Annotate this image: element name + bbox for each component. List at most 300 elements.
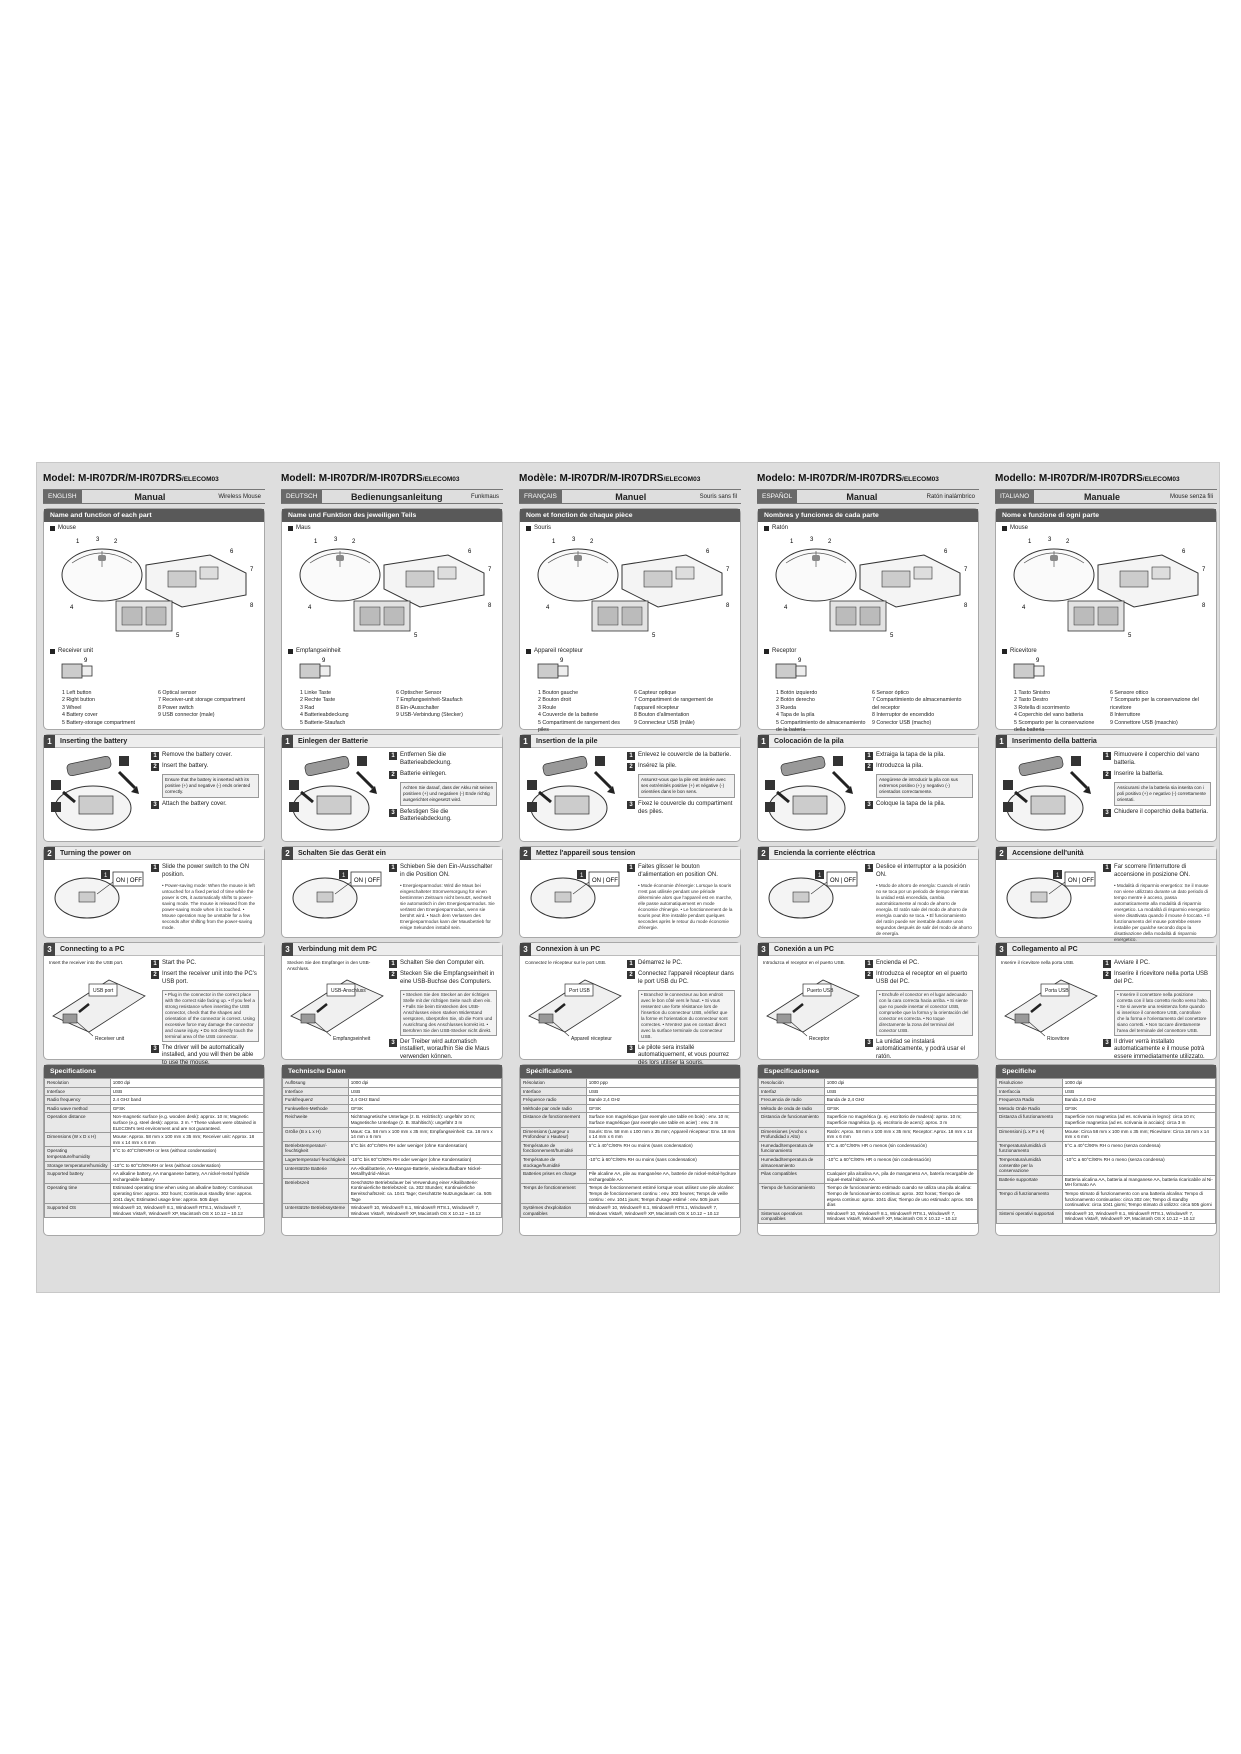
spec-key: Dimensiones (Ancho x Profundidad x Alto) — [759, 1127, 825, 1141]
svg-text:8: 8 — [1202, 603, 1206, 609]
spec-key: Größe (B x L x H) — [283, 1127, 349, 1141]
spec-table — [996, 1078, 1216, 1224]
spec-row — [997, 1113, 1216, 1127]
spec-value: -10°C a 60°C/90% RH o meno (senza condensa) — [1062, 1155, 1215, 1175]
connect-notes: • Plug in the connector in the correct place with the correct side facing up. • If you feel a strong resistance when inserting the USB connector, check that the shapes and orientation of the connector is correct. Using excessive force may damage the connector and cause injury. • Do not directly touch the terminal area of the USB connector. — [162, 990, 259, 1042]
spec-key: Batterie supportate — [997, 1175, 1063, 1189]
connect-notes: • Branchez le connecteur au bon endroit avec le bon côté vers le haut. • Si vous ressentez une forte résistance lors de l'insertion du connecteur USB, vérifiez que la forme et l'orientation du connecteur sont correctes. • N'entrez pas en contact direct avec la surface terminale du connecteur USB. — [638, 990, 735, 1042]
mouse-illustration — [1002, 533, 1210, 643]
part-item: 2 Rechte Taste — [300, 697, 336, 704]
svg-text:1: 1 — [1056, 873, 1060, 879]
spec-row — [283, 1155, 502, 1164]
receiver-illustration — [764, 656, 972, 686]
section-number: 2 — [758, 847, 769, 860]
spec-heading: Specifications — [44, 1065, 264, 1078]
spec-value: 5°C à 40°C/90% RH ou moins (sans condensation) — [586, 1141, 739, 1155]
spec-row — [45, 1133, 264, 1147]
battery-steps: 1 Enlevez le couvercle de la batterie. 2 Insérez la pile. Assurez-vous que la pile est insérée avec ses extrémités positive (+) et négative (-) orientées dans le bon sens. 3 Fixez le couvercle du compartiment des piles. — [627, 752, 735, 843]
svg-text:7: 7 — [488, 567, 492, 573]
svg-text:7: 7 — [250, 567, 254, 573]
part-item: 7 Empfangseinheit-Staufach — [396, 697, 463, 704]
svg-text:5: 5 — [414, 633, 418, 639]
section-title: Connexion à un PC — [536, 945, 601, 953]
parts-heading: Nom et fonction de chaque pièce — [520, 509, 740, 522]
part-item: 1 Linke Taste — [300, 690, 332, 696]
battery-steps: 1 Extraiga la tapa de la pila. 2 Introduzca la pila. Asegúrese de introducir la pila con sus extremos positivo (+) y negativo (-) orientados correctamente. 3 Coloque la tapa de la pila. — [865, 752, 973, 843]
spec-key: Interfaccia — [997, 1087, 1063, 1096]
part-item: 6 Optischer Sensor — [396, 690, 442, 696]
battery-illustration — [49, 752, 147, 843]
part-item: 3 Wheel — [62, 704, 82, 711]
parts-list-right — [634, 690, 730, 734]
spec-key: Interface — [45, 1087, 111, 1096]
spec-key: Supported battery — [45, 1170, 111, 1184]
spec-row — [997, 1127, 1216, 1141]
svg-text:3: 3 — [96, 537, 100, 543]
spec-key: Auflösung — [283, 1079, 349, 1088]
manual-title: Bedienungsanleitung — [350, 491, 443, 502]
svg-text:9: 9 — [322, 658, 326, 664]
parts-panel — [43, 508, 265, 730]
spec-row — [521, 1127, 740, 1141]
part-item: 5 Batterie-Staufach — [300, 719, 346, 726]
spec-key: Méthode par onde radio — [521, 1104, 587, 1113]
step-text: Deslice el interruptor a la posición ON. — [876, 864, 967, 878]
spec-table — [758, 1078, 978, 1224]
language-label: DEUTSCH — [281, 490, 322, 503]
mouse-label: Souris — [520, 522, 740, 531]
step-text: Fixez le couvercle du compartiment des piles. — [638, 801, 733, 815]
language-column-english — [43, 473, 265, 1284]
step-text: Befestigen Sie die Batterieabdeckung. — [400, 808, 452, 823]
spec-key: Interface — [283, 1087, 349, 1096]
part-item: 8 Bouton d'alimentation — [634, 712, 690, 719]
spec-value: Windows® 10, Windows® 8.1, Windows® RT8.1, Windows® 7, Windows Vista®, Windows® XP, Macintosh OS X 10.12 ~ 10.12 — [824, 1209, 977, 1223]
spec-key: Frequenza Radio — [997, 1096, 1063, 1105]
part-item: 4 Battery cover — [62, 712, 98, 719]
receiver-callout: Appareil récepteur — [571, 1036, 612, 1042]
battery-section — [281, 734, 503, 842]
receiver-illustration — [50, 656, 258, 686]
parts-list-left — [1014, 690, 1110, 734]
spec-row — [759, 1209, 978, 1223]
spec-row — [283, 1127, 502, 1141]
part-item: 9 Connecteur USB (mâle) — [634, 719, 695, 726]
spec-value: 5°C bis 40°C/90% RH oder weniger (ohne Kondensation) — [348, 1141, 501, 1155]
usb-port-label: USB-Anschluss — [331, 988, 366, 994]
spec-row — [283, 1104, 502, 1113]
spec-key: Radio wave method — [45, 1104, 111, 1113]
spec-row — [997, 1189, 1216, 1209]
spec-key: Método de onda de radio — [759, 1104, 825, 1113]
spec-key: Reichweite — [283, 1113, 349, 1127]
mouse-illustration — [526, 533, 734, 643]
battery-section — [757, 734, 979, 842]
spec-row — [45, 1204, 264, 1218]
part-item: 6 Sensor óptico — [872, 690, 909, 696]
step-text: Encienda el PC. — [876, 960, 920, 966]
part-item: 1 Left button — [62, 690, 92, 696]
spec-key: Risoluzione — [997, 1079, 1063, 1088]
parts-list — [520, 688, 740, 738]
step-text: Entfernen Sie die Batterieabdeckung. — [400, 752, 452, 766]
spec-key: Température de fonctionnement/humidité — [521, 1141, 587, 1155]
power-section — [43, 846, 265, 938]
step-text: Rimuovere il coperchio del vano batteria. — [1114, 752, 1200, 766]
power-switch-illustration — [763, 864, 861, 940]
usb-port-label: Port USB — [569, 988, 590, 994]
part-item: 5 Scomparto per la conservazione della batteria — [1014, 719, 1095, 734]
mouse-illustration — [50, 533, 258, 643]
step-text: Der Treiber wird automatisch installiert, woraufhin Sie die Maus verwenden können. — [400, 1038, 490, 1061]
svg-text:6: 6 — [230, 549, 234, 555]
section-title: Verbindung mit dem PC — [298, 945, 377, 953]
part-item: 2 Bouton droit — [538, 697, 571, 704]
connect-section — [43, 942, 265, 1060]
part-item: 9 Conector USB (macho) — [872, 719, 932, 726]
receiver-label: Receiver unit — [44, 645, 264, 654]
spec-row — [283, 1079, 502, 1088]
spec-value: Non-magnetic surface (e.g. wooden desk): approx. 10 m; Magnetic surface (e.g. steel desk): approx. 3 m. * These values were obtained in ELECOM's test environment and are not guaranteed. — [110, 1113, 263, 1133]
power-section — [281, 846, 503, 938]
power-steps: 1 Far scorrere l'interruttore di accensione in posizione ON. • Modalità di risparmio energetico: Se il mouse non viene utilizzato durante un dato periodo di tempo mentre è acceso, passa automaticamente alla modalità di risparmio energetico. La modalità di risparmio energetico viene disattivata quando il mouse è toccato. • Il funzionamento del mouse potrebbe essere instabile per qualche secondo dopo la disattivazione della modalità di risparmio energetico. — [1103, 864, 1211, 946]
spec-value: 1000 dpi — [110, 1079, 263, 1088]
step-text: Far scorrere l'interruttore di accensione in posizione ON. — [1114, 864, 1191, 878]
part-item: 4 Couvercle de la batterie — [538, 712, 599, 719]
spec-row — [759, 1170, 978, 1184]
spec-row — [283, 1178, 502, 1203]
spec-value: USB — [1062, 1087, 1215, 1096]
usb-caption: Connectez le récepteur sur le port USB. — [525, 960, 607, 965]
manual-sheet — [36, 462, 1220, 1293]
spec-value: GFSK — [348, 1104, 501, 1113]
spec-section — [519, 1064, 741, 1236]
step-text: Inserire il ricevitore nella porta USB del PC. — [1114, 971, 1209, 985]
svg-text:5: 5 — [652, 633, 656, 639]
step-text: Stecken Sie die Empfangseinheit in eine USB-Buchse des Computers. — [400, 971, 495, 985]
spec-key: Unterstützte Betriebssysteme — [283, 1204, 349, 1218]
spec-value: Surface non magnétique (par exemple une table en bois) : env. 10 m; Surface magnétique (par exemple une table en acier) : env. 3 m — [586, 1113, 739, 1127]
usb-port-label: Puerto USB — [807, 988, 834, 994]
section-number: 3 — [520, 943, 531, 956]
spec-key: Operation distance — [45, 1113, 111, 1133]
section-title: Inserting the battery — [60, 737, 128, 745]
section-title: Schalten Sie das Gerät ein — [298, 849, 386, 857]
spec-value: Superficie non magnetica (ad es. scrivania in legno): circa 10 m; Superficie magnetica (ad es. scrivania in acciaio): circa 3 m — [1062, 1113, 1215, 1127]
title-bar — [281, 489, 503, 504]
battery-section — [43, 734, 265, 842]
power-notes: • Energiesparmodus: Wird die Maus bei eingeschalteter Stromversorgung für einen bestimmten Zeitraum nicht benutzt, wechselt sie automatisch in den Energiesparmodus. Sie verlässt den Energiesparmodus, wenn sie berührt wird. • Nach dem Verlassen des Energiesparmodus kann der Mausbetrieb für einige Sekunden instabil sein. — [400, 882, 495, 930]
spec-row — [759, 1141, 978, 1155]
spec-value: Tiempo de funcionamiento estimado cuando se utiliza una pila alcalina: Tiempo de funcionamiento continuo: aprox. 302 horas; Tiempo de espera continuo: aprox. 1041 días; Tiempo de uso estimado: aprox. 505 días — [824, 1184, 977, 1209]
usb-caption: Inserire il ricevitore nella porta USB. — [1001, 960, 1075, 965]
connect-section — [995, 942, 1217, 1060]
parts-heading: Name und Funktion des jeweiligen Teils — [282, 509, 502, 522]
part-item: 7 Compartiment de rangement de l'appareil récepteur — [634, 697, 714, 711]
section-number: 2 — [520, 847, 531, 860]
spec-value: -10°C à 60°C/90% RH ou moins (sans condensation) — [586, 1155, 739, 1169]
step-text: Chiudere il coperchio della batteria. — [1114, 808, 1209, 815]
language-column-deutsch — [281, 473, 503, 1284]
spec-row — [997, 1155, 1216, 1175]
spec-value: Windows® 10, Windows® 8.1, Windows® RT8.1, Windows® 7, Windows Vista®, Windows® XP, Macintosh OS X 10.12 ~ 10.12 — [586, 1204, 739, 1218]
section-title: Connecting to a PC — [60, 945, 125, 953]
step-text: Coloque la tapa de la pila. — [876, 801, 946, 807]
part-item: 1 Bouton gauche — [538, 690, 579, 696]
usb-illustration — [763, 960, 861, 1065]
svg-text:5: 5 — [890, 633, 894, 639]
step-text: Inserire la batteria. — [1114, 770, 1164, 777]
product-name: Mouse senza fili — [1169, 493, 1213, 500]
parts-heading: Nombres y funciones de cada parte — [758, 509, 978, 522]
part-item: 9 Connettore USB (maschio) — [1110, 719, 1178, 726]
spec-row — [521, 1184, 740, 1204]
part-item: 8 Power switch — [158, 704, 194, 711]
spec-key: Distancia de funcionamiento — [759, 1113, 825, 1127]
mouse-label: Mouse — [996, 522, 1216, 531]
spec-heading: Specifiche — [996, 1065, 1216, 1078]
spec-value: 5°C to 40°C/90%RH or less (without condensation) — [110, 1147, 263, 1161]
section-title: Encienda la corriente eléctrica — [774, 849, 876, 857]
step-text: Attach the battery cover. — [162, 801, 227, 807]
spec-value: Windows® 10, Windows® 8.1, Windows® RT8.1, Windows® 7, Windows Vista®, Windows® XP, Macintosh OS X 10.12 ~ 10.12 — [1062, 1209, 1215, 1223]
spec-row — [283, 1204, 502, 1218]
part-item: 8 Interruttore — [1110, 712, 1141, 719]
receiver-callout: Ricevitore — [1047, 1036, 1070, 1042]
svg-text:3: 3 — [1048, 537, 1052, 543]
usb-illustration — [1001, 960, 1099, 1065]
svg-text:1: 1 — [790, 539, 794, 545]
svg-text:8: 8 — [726, 603, 730, 609]
parts-heading: Name and function of each part — [44, 509, 264, 522]
spec-value: Nichtmagnetische Unterlage (z. B. Holztisch): ungefähr 10 m; Magnetische Unterlage (z. B. Stahltisch): ungefähr 3 m — [348, 1113, 501, 1127]
battery-note: Ensure that the battery is inserted with its positive (+) and negative (-) ends oriented correctly. — [162, 774, 259, 798]
product-name: Wireless Mouse — [218, 493, 261, 500]
usb-illustration — [49, 960, 147, 1071]
battery-section — [519, 734, 741, 842]
spec-row — [759, 1127, 978, 1141]
mouse-illustration — [288, 533, 496, 643]
svg-text:4: 4 — [784, 605, 788, 611]
spec-row — [521, 1155, 740, 1169]
svg-text:2: 2 — [114, 539, 118, 545]
svg-text:1: 1 — [1028, 539, 1032, 545]
mouse-label: Ratón — [758, 522, 978, 531]
spec-value: 5°C a 40°C/90% RH o meno (senza condensa) — [1062, 1141, 1215, 1155]
svg-text:2: 2 — [352, 539, 356, 545]
connect-steps: 1 Avviare il PC. 2 Inserire il ricevitore nella porta USB del PC. • Inserire il connettore nella posizione corretta con il lato corretto rivolto verso l'alto. • Se si avverte una resistenza forte quando si inserisce il connettore USB, controllare che la forma e l'orientamento del connettore siano corretti. • Non toccare direttamente l'area del terminale del connettore USB. 3 Il driver verrà installato automaticamente e il mouse potrà essere immediatamente utilizzato. — [1103, 960, 1211, 1065]
spec-key: Tempo di funzionamento — [997, 1189, 1063, 1209]
spec-heading: Especificaciones — [758, 1065, 978, 1078]
spec-value: Banda 2,4 GHz — [1062, 1096, 1215, 1105]
usb-illustration — [525, 960, 623, 1071]
spec-key: Fréquence radio — [521, 1096, 587, 1105]
receiver-callout: Empfangseinheit — [333, 1036, 371, 1042]
receiver-label: Ricevitore — [996, 645, 1216, 654]
spec-row — [759, 1087, 978, 1096]
spec-value: AA-Alkalibatterie, AA-Mangan-Batterie, wiederaufladbare Nickel-Metallhydrid-Akkus — [348, 1164, 501, 1178]
svg-text:9: 9 — [560, 658, 564, 664]
power-section — [995, 846, 1217, 942]
usb-caption: Stecken Sie den Empfänger in den USB-Anschluss. — [287, 960, 371, 971]
spec-key: Distance de fonctionnement — [521, 1113, 587, 1127]
battery-section — [995, 734, 1217, 842]
spec-row — [521, 1104, 740, 1113]
language-label: ITALIANO — [995, 490, 1034, 503]
spec-value: GFSK — [586, 1104, 739, 1113]
svg-text:1: 1 — [818, 873, 822, 879]
svg-text:2: 2 — [590, 539, 594, 545]
battery-note: Assicurarsi che la batteria sia inserita con i poli positivo (+) e negativo (-) correttamente orientati. — [1114, 782, 1211, 806]
svg-text:4: 4 — [70, 605, 74, 611]
spec-table — [282, 1078, 502, 1218]
battery-steps: 1 Entfernen Sie die Batterieabdeckung. 2 Batterie einlegen. Achten Sie darauf, dass der Akku mit seinen positiven (+) und negativen (-) Ende richtig ausgerichtet eingesetzt wird. 3 Befestigen Sie die Batterieabdeckung. — [389, 752, 497, 843]
spec-row — [997, 1079, 1216, 1088]
spec-value: Cualquier pila alcalina AA, pila de manganeso AA, batería recargable de níquel-metal hidruro AA — [824, 1170, 977, 1184]
spec-value: -10°C a 60°C/90% HR o menos (sin condensación) — [824, 1155, 977, 1169]
spec-value: Tempo stimato di funzionamento con una batteria alcalina: Tempo di funzionamento continuativo: circa 302 ore; Tempo di standby continuativo: circa 1041 giorni; Tempo stimato di utilizzo: circa 505 giorni — [1062, 1189, 1215, 1209]
spec-row — [283, 1141, 502, 1155]
spec-value: 2,4 GHz Band — [348, 1096, 501, 1105]
part-item: 3 Rueda — [776, 704, 797, 711]
spec-key: Lagertemperatur/-feuchtigkeit — [283, 1155, 349, 1164]
spec-key: Température de stockage/humidité — [521, 1155, 587, 1169]
svg-text:ON | OFF: ON | OFF — [830, 878, 856, 884]
spec-section — [43, 1064, 265, 1236]
spec-row — [759, 1113, 978, 1127]
spec-value: GFSK — [1062, 1104, 1215, 1113]
usb-port-label: USB port — [93, 988, 114, 994]
connect-notes: • Inserire il connettore nella posizione corretta con il lato corretto rivolto verso l'alto. • Se si avverte una resistenza forte quando si inserisce il connettore USB, controllare che la forma e l'orientamento del connettore siano corretti. • Non toccare direttamente l'area del terminale del connettore USB. — [1114, 990, 1211, 1036]
step-text: The driver will be automatically installed, and you will then be able — [162, 1044, 254, 1059]
spec-heading: Spécifications — [520, 1065, 740, 1078]
spec-row — [521, 1096, 740, 1105]
spec-value: Mouse: Circa 58 mm x 100 mm x 35 mm; Ricevitore: Circa 18 mm x 14 mm x 6 mm — [1062, 1127, 1215, 1141]
part-item: 5 Compartiment de rangement des piles — [538, 719, 620, 734]
manual-title: Manual — [134, 491, 166, 502]
spec-value: Estimated operating time when using an alkaline battery: Continuous operating time: approx. 302 hours; Continuous standby time: approx. 1041 days; Estimated usage time: approx. 505 days — [110, 1184, 263, 1204]
step-text: Insert the receiver unit into the PC's USB port. — [162, 971, 257, 985]
spec-row — [45, 1079, 264, 1088]
parts-list — [282, 688, 502, 731]
step-text: Introduzca el receptor en el puerto USB del PC. — [876, 971, 968, 985]
spec-key: Supported OS — [45, 1204, 111, 1218]
spec-row — [997, 1104, 1216, 1113]
svg-text:1: 1 — [342, 873, 346, 879]
spec-value: USB — [348, 1087, 501, 1096]
spec-value: 1000 dpi — [824, 1079, 977, 1088]
receiver-illustration — [1002, 656, 1210, 686]
model-heading: Modèle: M-IR07DR/M-IR07DRS/ELECOM03 — [519, 473, 701, 484]
svg-text:1: 1 — [76, 539, 80, 545]
section-number: 2 — [282, 847, 293, 860]
connect-steps: 1 Démarrez le PC. 2 Connectez l'appareil récepteur dans le port USB du PC. • Branchez le connecteur au bon endroit avec le bon côté vers le haut. • Si vous ressentez une forte résistance lors de l'insertion du connecteur USB, vérifiez que la forme et l'orientation du connecteur sont correctes. • N'entrez pas en contact direct avec la surface terminale du connecteur USB. 3 Le pilote sera installé automatiquement, et vous pourrez — [627, 960, 735, 1071]
parts-list-right — [872, 690, 968, 734]
svg-text:6: 6 — [706, 549, 710, 555]
usb-caption: Introduzca el receptor en el puerto USB. — [763, 960, 845, 965]
step-text: Start the PC. — [162, 960, 197, 966]
section-title: Einlegen der Batterie — [298, 737, 369, 745]
battery-steps: 1 Remove the battery cover. 2 Insert the battery. Ensure that the battery is inserted with its positive (+) and negative (-) ends oriented correctly. 3 Attach the battery cover. — [151, 752, 259, 843]
spec-row — [45, 1113, 264, 1133]
spec-row — [997, 1096, 1216, 1105]
parts-list-left — [300, 690, 396, 727]
svg-text:9: 9 — [798, 658, 802, 664]
part-item: 1 Tasto Sinistro — [1014, 690, 1051, 696]
spec-value: 1000 dpi — [348, 1079, 501, 1088]
spec-value: Pile alcaline AA, pile au manganèse AA, batterie de nickel-métal-hydrure rechargeable AA — [586, 1170, 739, 1184]
section-title: Collegamento al PC — [1012, 945, 1078, 953]
spec-key: Batteries prises en charge — [521, 1170, 587, 1184]
model-heading: Modelo: M-IR07DR/M-IR07DRS/ELECOM03 — [757, 473, 939, 484]
spec-row — [997, 1141, 1216, 1155]
battery-note: Achten Sie darauf, dass der Akku mit seinen positiven (+) und negativen (-) Ende richtig ausgerichtet eingesetzt wird. — [400, 782, 497, 806]
svg-text:4: 4 — [308, 605, 312, 611]
part-item: 2 Botón derecho — [776, 697, 815, 704]
spec-row — [283, 1113, 502, 1127]
svg-text:2: 2 — [1066, 539, 1070, 545]
parts-list-right — [1110, 690, 1206, 734]
step-text: Schalten Sie den Computer ein. — [400, 960, 485, 966]
receiver-callout: Receiver unit — [95, 1036, 125, 1042]
manual-title: Manuel — [615, 491, 647, 502]
connect-notes: • Stecken Sie den Stecker an der richtigen Stelle mit der richtigen Seite nach oben ein. • Falls Sie beim Einstecken des USB-Anschlusses einen starken Widerstand verspüren, überprüfen Sie, ob die Form und Ausrichtung des Anschlusses korrekt ist. • Berühren Sie den USB-Stecker nicht direkt. — [400, 990, 497, 1036]
parts-list-left — [776, 690, 872, 734]
svg-text:8: 8 — [250, 603, 254, 609]
usb-port-label: Porta USB — [1045, 988, 1069, 994]
section-number: 1 — [282, 735, 293, 748]
receiver-label: Empfangseinheit — [282, 645, 502, 654]
step-text: Avviare il PC. — [1114, 960, 1150, 966]
power-steps: 1 Slide the power switch to the ON position. • Power-saving mode: When the mouse is left untouched for a fixed period of time while the power is ON, it automatically shifts to power-saving mode. The mouse is released from the power-saving mode when it is touched. • Mouse operation may be unstable for a few seconds after shifting from the power-saving mode. — [151, 864, 259, 934]
svg-text:6: 6 — [468, 549, 472, 555]
language-column-español — [757, 473, 979, 1284]
power-notes: • Modo de ahorro de energía: Cuando el ratón no se toca por un periodo de tiempo mientras la unidad está encendida, cambia automáticamente al modo de ahorro de energía. El ratón sale del modo de ahorro de energía cuando se toca. • El funcionamiento del ratón puede ser inestable durante unos segundos después de salir del modo de ahorro de energía. — [876, 882, 972, 936]
section-title: Conexión a un PC — [774, 945, 834, 953]
spec-heading: Technische Daten — [282, 1065, 502, 1078]
connect-steps: 1 Schalten Sie den Computer ein. 2 Stecken Sie die Empfangseinheit in eine USB-Buchse des Computers. • Stecken Sie den Stecker an der richtigen Stelle mit der richtigen Seite nach oben ein. • Falls Sie beim Einstecken des USB-Anschlusses einen starken Widerstand verspüren, überprüfen Sie, ob die Form und Ausrichtung des Anschlusses korrekt ist. • Berühren Sie den USB-Stecker nicht direkt. 3 Der Treiber wird automatisch installiert, woraufhin Sie die Maus verwenden können. — [389, 960, 497, 1065]
spec-key: Temperatura/umidità consentite per la conservazione — [997, 1155, 1063, 1175]
part-item: 3 Rotella di scorrimento — [1014, 704, 1070, 711]
spec-key: Betriebszeit — [283, 1178, 349, 1203]
part-item: 4 Coperchio del vano batteria — [1014, 712, 1084, 719]
power-section — [757, 846, 979, 938]
spec-row — [997, 1209, 1216, 1223]
spec-row — [759, 1184, 978, 1209]
step-text: Remove the battery cover. — [162, 752, 233, 758]
connect-section — [519, 942, 741, 1060]
part-item: 8 Interruptor de encendido — [872, 712, 935, 719]
spec-row — [759, 1155, 978, 1169]
spec-key: Metodo Onde Radio — [997, 1104, 1063, 1113]
model-heading: Modello: M-IR07DR/M-IR07DRS/ELECOM03 — [995, 473, 1180, 484]
power-switch-illustration — [49, 864, 147, 934]
connect-steps: 1 Encienda el PC. 2 Introduzca el receptor en el puerto USB del PC. • Enchufe el conector en el lugar adecuado con la cara correcta hacia arriba. • Si siente que no puede insertar el conector USB, compruebe que la forma y la orientación del conector es correcta. • No toque directamente la zona del terminal del conector USB. 3 La unidad se instalará automáticamente, y podrá usar el ratón. — [865, 960, 973, 1065]
svg-text:1: 1 — [552, 539, 556, 545]
section-number: 3 — [996, 943, 1007, 956]
step-text: Batterie einlegen. — [400, 770, 447, 777]
svg-text:6: 6 — [944, 549, 948, 555]
spec-row — [45, 1170, 264, 1184]
spec-value: Batteria alcalina AA, batteria al manganese AA, batteria ricaricabile al Ni-MH formato AA — [1062, 1175, 1215, 1189]
power-steps: 1 Schieben Sie den Ein-/Ausschalter in die Position ON. • Energiesparmodus: Wird die Maus bei eingeschalteter Stromversorgung für einen bestimmten Zeitraum nicht benutzt, wechselt sie automatisch in den Energiesparmodus. Sie verlässt den Energiesparmodus, wenn sie berührt wird. • Nach dem Verlassen des Energiesparmodus kann der Mausbetrieb für einige Sekunden instabil sein. — [389, 864, 497, 934]
power-switch-illustration — [1001, 864, 1099, 946]
svg-text:3: 3 — [810, 537, 814, 543]
parts-heading: Nome e funzione di ogni parte — [996, 509, 1216, 522]
svg-text:ON | OFF: ON | OFF — [592, 878, 618, 884]
section-number: 3 — [44, 943, 55, 956]
spec-value: Temps de fonctionnement estimé lorsque vous utilisez une pile alcaline: Temps de fonctionnement continu : env. 302 heures; Temps de veille continu : env. 1041 jours; Temps d'usage estimé : env. 505 jours — [586, 1184, 739, 1204]
